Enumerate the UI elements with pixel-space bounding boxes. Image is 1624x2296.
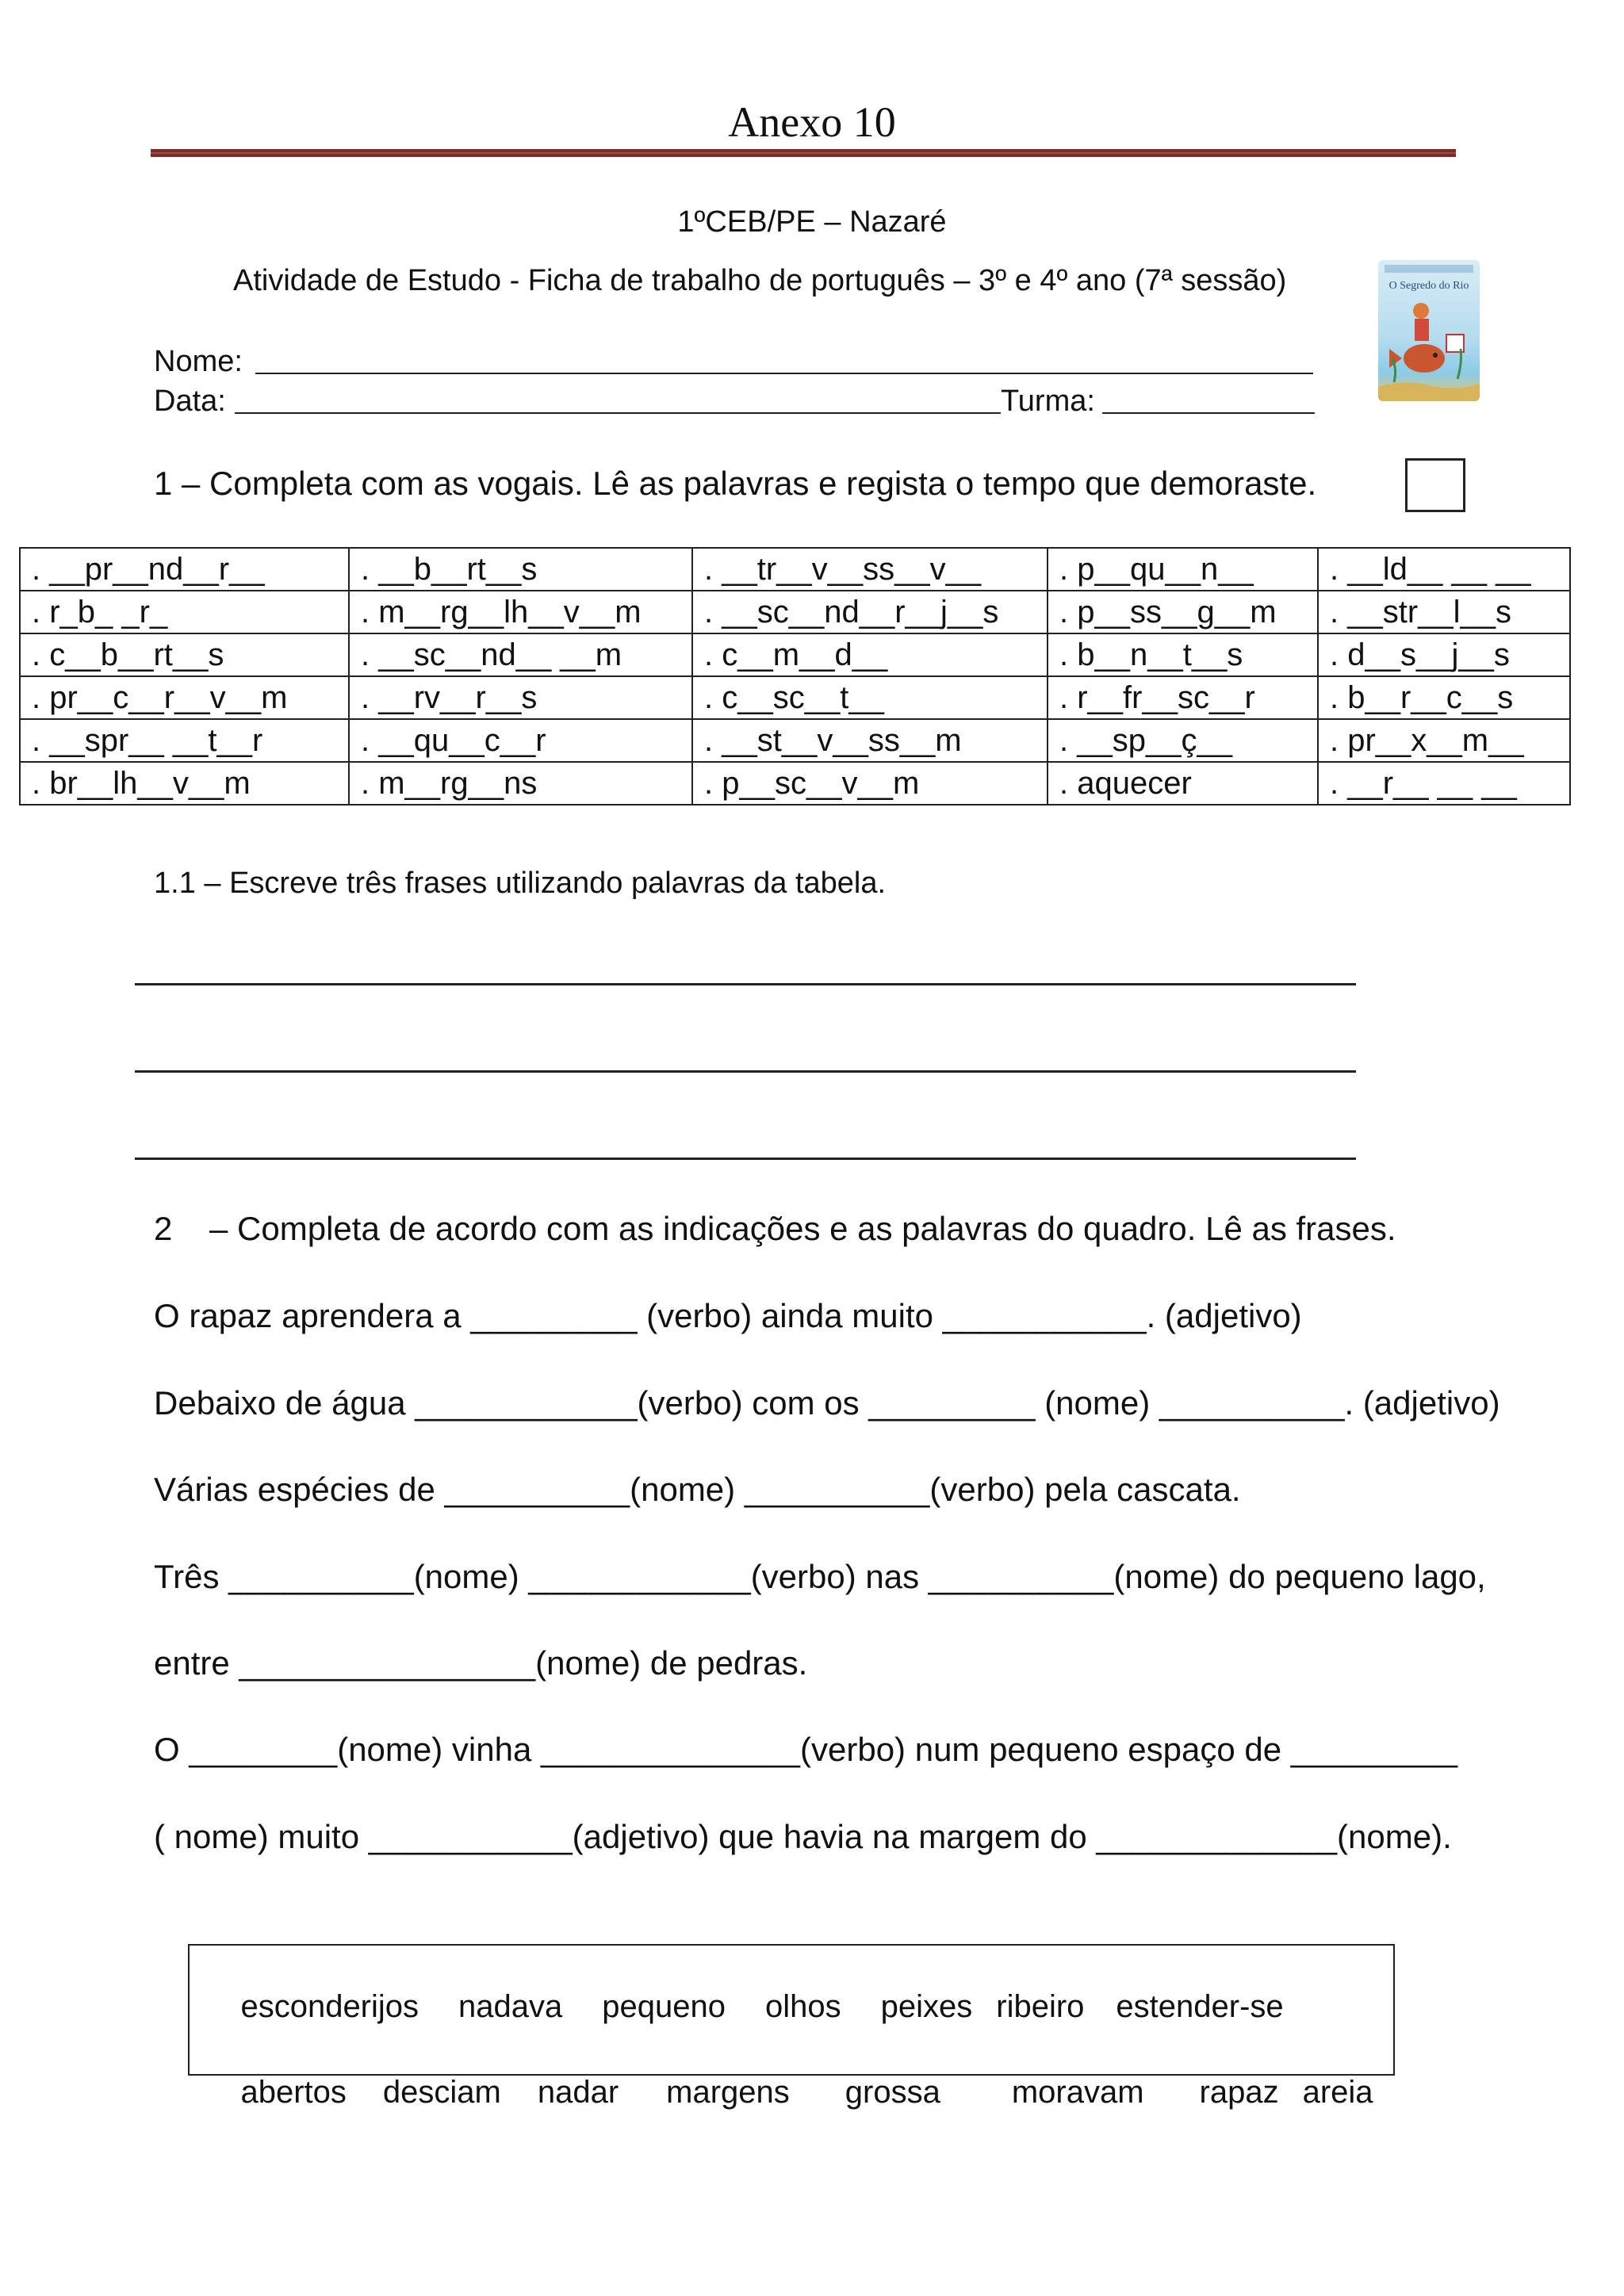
vowel-table <box>19 547 1571 806</box>
sentence-2[interactable]: Debaixo de água ____________(verbo) com os _________ (nome) __________. (adjetivo) <box>154 1384 1500 1422</box>
word-cell[interactable]: . r_b_ _r_ <box>20 591 349 633</box>
table-row <box>20 719 1570 762</box>
word-cell[interactable]: . c__sc__t__ <box>692 676 1048 719</box>
word-bank-row-2 <box>205 2039 1413 2146</box>
word-cell[interactable]: . c__b__rt__s <box>20 633 349 676</box>
word-cell[interactable]: . r__fr__sc__r <box>1048 676 1318 719</box>
word-cell[interactable]: . d__s__j__s <box>1318 633 1570 676</box>
word-bank-word: olhos <box>765 1989 841 2024</box>
word-bank-word: rapaz <box>1199 2075 1279 2110</box>
sentence-7[interactable]: ( nome) muito ___________(adjetivo) que havia na margem do _____________(nome). <box>154 1818 1452 1855</box>
word-cell[interactable]: . c__m__d__ <box>692 633 1048 676</box>
class-input-line[interactable] <box>1102 412 1315 414</box>
sentence-3[interactable]: Várias espécies de __________(nome) __________(verbo) pela cascata. <box>154 1471 1241 1508</box>
question-2: 2 – Completa de acordo com as indicações e as palavras do quadro. Lê as frases. <box>154 1210 1396 1247</box>
word-cell[interactable]: . m__rg__lh__v__m <box>349 591 692 633</box>
word-cell[interactable]: . __rv__r__s <box>349 676 692 719</box>
word-cell[interactable]: . p__ss__g__m <box>1048 591 1318 633</box>
word-bank-word: nadar <box>537 2075 619 2110</box>
activity-title: Atividade de Estudo - Ficha de trabalho de português – 3º e 4º ano (7ª sessão) <box>233 264 1287 297</box>
word-cell[interactable]: . pr__x__m__ <box>1318 719 1570 762</box>
word-cell[interactable]: . __sc__nd__ __m <box>349 633 692 676</box>
time-box[interactable] <box>1405 458 1465 512</box>
word-cell[interactable]: . b__n__t__s <box>1048 633 1318 676</box>
answer-line-2[interactable] <box>135 1070 1356 1073</box>
word-bank-word: nadava <box>458 1989 563 2024</box>
table-row <box>20 676 1570 719</box>
answer-line-3[interactable] <box>135 1158 1356 1160</box>
name-label: Nome: <box>154 345 243 378</box>
date-label: Data: <box>154 385 226 418</box>
word-cell[interactable]: . aquecer <box>1048 762 1318 805</box>
table-row <box>20 591 1570 633</box>
word-bank-word: peixes <box>880 1989 973 2024</box>
cover-title: O Segredo do Rio <box>1388 280 1469 292</box>
book-cover-image <box>1378 260 1480 401</box>
question-1-1: 1.1 – Escreve três frases utilizando palavras da tabela. <box>154 867 887 900</box>
sentence-5[interactable]: entre ________________(nome) de pedras. <box>154 1644 808 1682</box>
class-label: Turma: <box>1001 385 1095 418</box>
word-cell[interactable]: . pr__c__r__v__m <box>20 676 349 719</box>
word-cell[interactable]: . __str__l__s <box>1318 591 1570 633</box>
word-cell[interactable]: . __sp__ç__ <box>1048 719 1318 762</box>
answer-line-1[interactable] <box>135 983 1356 985</box>
word-bank-word: grossa <box>845 2075 940 2110</box>
word-cell[interactable]: . __sc__nd__r__j__s <box>692 591 1048 633</box>
word-bank-word: margens <box>666 2075 790 2110</box>
word-cell[interactable]: . __b__rt__s <box>349 548 692 591</box>
word-bank-word: estender-se <box>1116 1989 1284 2024</box>
sentence-4[interactable]: Três __________(nome) ____________(verbo) nas __________(nome) do pequeno lago, <box>154 1558 1486 1595</box>
word-bank-word: esconderijos <box>240 1989 419 2024</box>
word-bank-word: ribeiro <box>996 1989 1085 2024</box>
page-title: Anexo 10 <box>728 98 896 146</box>
name-input-line[interactable] <box>255 373 1313 374</box>
word-bank-word: abertos <box>240 2075 347 2110</box>
table-row <box>20 633 1570 676</box>
word-cell[interactable]: . __spr__ __t__r <box>20 719 349 762</box>
question-1: 1 – Completa com as vogais. Lê as palavras e regista o tempo que demoraste. <box>154 465 1317 502</box>
word-cell[interactable]: . __qu__c__r <box>349 719 692 762</box>
word-cell[interactable]: . br__lh__v__m <box>20 762 349 805</box>
sentence-1[interactable]: O rapaz aprendera a _________ (verbo) ainda muito ___________. (adjetivo) <box>154 1297 1302 1334</box>
word-cell[interactable]: . p__qu__n__ <box>1048 548 1318 591</box>
date-input-line[interactable] <box>235 412 1001 414</box>
word-bank <box>188 1944 1395 2110</box>
book-cover-illustration <box>1378 260 1480 401</box>
word-cell[interactable]: . __tr__v__ss__v__ <box>692 548 1048 591</box>
word-cell[interactable]: . p__sc__v__m <box>692 762 1048 805</box>
title-divider <box>151 149 1456 157</box>
word-bank-word: pequeno <box>602 1989 726 2024</box>
word-bank-word: areia <box>1302 2075 1373 2110</box>
table-row <box>20 762 1570 805</box>
word-cell[interactable]: . m__rg__ns <box>349 762 692 805</box>
word-bank-word: desciam <box>382 2075 501 2110</box>
word-cell[interactable]: . b__r__c__s <box>1318 676 1570 719</box>
school-name: 1ºCEB/PE – Nazaré <box>677 205 947 239</box>
table-row <box>20 548 1570 591</box>
word-cell[interactable]: . __ld__ __ __ <box>1318 548 1570 591</box>
word-cell[interactable]: . __pr__nd__r__ <box>20 548 349 591</box>
word-cell[interactable]: . __r__ __ __ <box>1318 762 1570 805</box>
sentence-6[interactable]: O ________(nome) vinha ______________(verbo) num pequeno espaço de _________ <box>154 1731 1457 1768</box>
word-bank-word: moravam <box>1011 2075 1144 2110</box>
word-cell[interactable]: . __st__v__ss__m <box>692 719 1048 762</box>
